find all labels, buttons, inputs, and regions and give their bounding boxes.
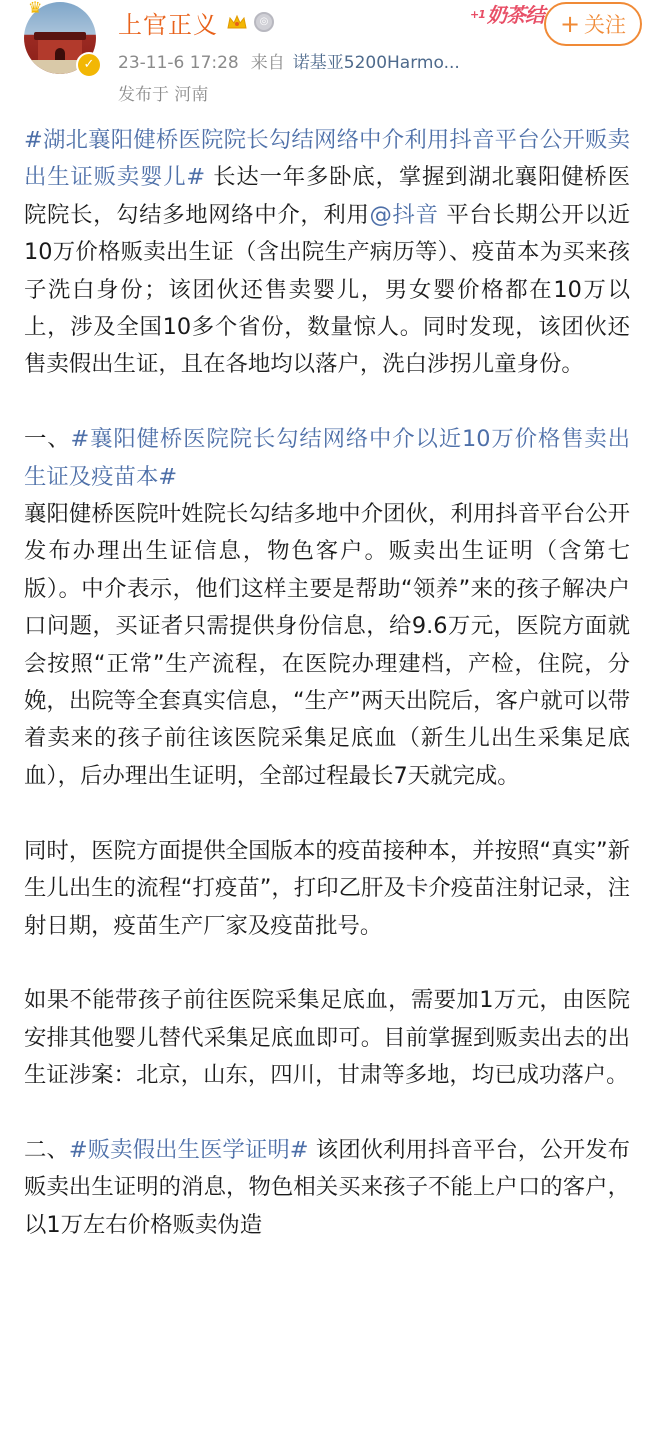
post-timestamp: 23-11-6 17:28 <box>118 53 239 73</box>
source-device-link[interactable]: 诺基亚5200Harmo... <box>292 53 460 73</box>
hashtag-link[interactable]: #湖北襄阳健桥医院院长勾结网络中介利用抖音平台公开贩卖出生证贩卖婴儿# <box>24 127 630 191</box>
post-text: 长达一年多卧底，掌握到湖北襄阳健桥医院院长，勾结多地网络中介，利用 <box>24 164 630 228</box>
post-paragraph: 同时，医院方面提供全国版本的疫苗接种本，并按照“真实”新生儿出生的流程“打疫苗”，打印乙肝及卡介疫苗注射记录，注射日期，疫苗生产厂家及疫苗批号。 <box>24 837 630 939</box>
medal-icon[interactable]: ◎ <box>254 12 274 32</box>
avatar[interactable] <box>24 2 100 78</box>
paragraph-gap <box>24 1095 630 1132</box>
mention-link[interactable]: @抖音 <box>369 201 439 228</box>
source-prefix: 来自 <box>250 53 285 73</box>
hashtag-link[interactable]: #襄阳健桥医院院长勾结网络中介以近10万价格售卖出生证及疫苗本# <box>24 426 630 490</box>
sticker-text: 奶茶结 <box>486 3 544 27</box>
post-section-heading <box>24 1132 630 1244</box>
post-text: 平台长期公开以近10万价格贩卖出生证（含出院生产病历等）、疫苗本为买来孩子洗白身份；该团伙还售卖婴儿，男女婴价格都在10万以上，涉及全国10多个省份，数量惊人。同时发现，该团伙还售卖假出生证，且在各地均以落户，洗白涉拐儿童身份。 <box>24 201 631 378</box>
section-prefix: 二、 <box>24 1136 69 1163</box>
section-prefix: 一、 <box>24 426 71 453</box>
avatar-crown-icon: ♛ <box>28 0 43 17</box>
paragraph-gap <box>24 945 630 982</box>
post-paragraph: 襄阳健桥医院叶姓院长勾结多地中介团伙，利用抖音平台公开发布办理出生证信息，物色客户。贩卖出生证明（含第七版）。中介表示，他们这样主要是帮助“领养”来的孩子解决户口问题，买证者只需提供身份信息，给9.6万元，医院方面就会按照“正常”生产流程，在医院办理建档，产检，住院，分娩，出院等全套真实信息，“生产”两天出院后，客户就可以带着卖来的孩子前往该医院采集足底血（新生儿出生采集足底血），后办理出生证明，全部过程最长7天就完成。 <box>24 501 630 789</box>
paragraph-gap <box>24 384 630 421</box>
post-body <box>24 122 630 1244</box>
post-paragraph: 如果不能带孩子前往医院采集足底血，需要加1万元，由医院安排其他婴儿替代采集足底血即可。目前掌握到贩卖出去的出生证涉案：北京，山东，四川，甘肃等多地，均已成功落户。 <box>24 987 630 1089</box>
username-row <box>118 4 274 40</box>
post-location: 发布于 河南 <box>118 85 209 105</box>
post-section-heading <box>24 421 630 496</box>
sticker-plus: +1 <box>470 8 485 21</box>
paragraph-gap <box>24 795 630 832</box>
post-paragraph-intro <box>24 122 630 384</box>
post-header <box>0 0 650 112</box>
verified-badge-icon: ✓ <box>76 52 102 78</box>
post-meta <box>118 48 460 73</box>
post-text: 该团伙利用抖音平台，公开发布贩卖出生证明的消息，物色相关买来孩子不能上户口的客户，以1万左右价格贩卖伪造 <box>24 1136 630 1238</box>
plus-icon: + <box>559 10 581 38</box>
username[interactable]: 上官正义 <box>118 10 218 39</box>
follow-button[interactable] <box>544 2 642 46</box>
crown-icon[interactable] <box>226 13 248 31</box>
hashtag-link[interactable]: #贩卖假出生医学证明# <box>68 1136 309 1163</box>
follow-label: 关注 <box>584 13 627 37</box>
